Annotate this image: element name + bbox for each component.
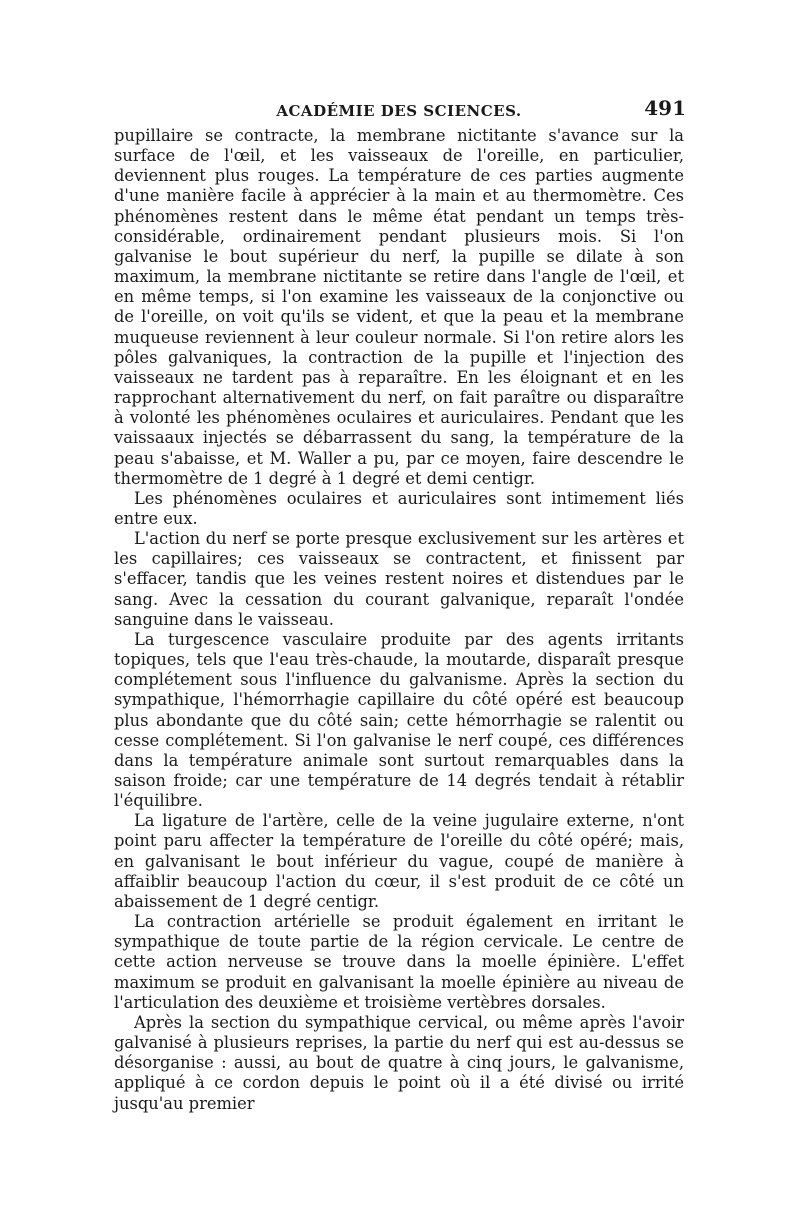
body-text (114, 126, 684, 1114)
running-title: ACADÉMIE DES SCIENCES. (276, 102, 522, 120)
paragraph: La contraction artérielle se produit également en irritant le sympathique de toute partie de la région cervicale. Le centre de cette action nerveuse se trouve dans la moelle épinière. L'effet maximum se produit en galvanisant la moelle épinière au niveau de l'articulation des deuxième et troisième vertèbres dorsales. (114, 912, 684, 1012)
running-header (114, 96, 684, 126)
paragraph: pupillaire se contracte, la membrane nictitante s'avance sur la surface de l'œil, et les vaisseaux de l'oreille, en particulier, deviennent plus rouges. La température de ces parties augmente d'une manière facile à apprécier à la main et au thermomètre. Ces phénomènes restent dans le même état pendant un temps très-considérable, ordinairement pendant plusieurs mois. Si l'on galvanise le bout supérieur du nerf, la pupille se dilate à son maximum, la membrane nictitante se retire dans l'angle de l'œil, et en même temps, si l'on examine les vaisseaux de la conjonctive ou de l'oreille, on voit qu'ils se vident, et que la peau et la membrane muqueuse reviennent à leur couleur normale. Si l'on retire alors les pôles galvaniques, la contraction de la pupille et l'injection des vaisseaux ne tardent pas à reparaître. En les éloignant et en les rapprochant alternativement du nerf, on fait paraître ou disparaître à volonté les phénomènes oculaires et auriculaires. Pendant que les vaissaaux injectés se débarrassent du sang, la température de la peau s'abaisse, et M. Waller a pu, par ce moyen, faire descendre le thermomètre de 1 degré à 1 degré et demi centigr. (114, 126, 684, 488)
paragraph: La ligature de l'artère, celle de la veine jugulaire externe, n'ont point paru affecter la température de l'oreille du côté opéré; mais, en galvanisant le bout inférieur du vague, coupé de manière à affaiblir beaucoup l'action du cœur, il s'est produit de ce côté un abaissement de 1 degré centigr. (114, 811, 684, 911)
paragraph: Après la section du sympathique cervical, ou même après l'avoir galvanisé à plusieurs reprises, la partie du nerf qui est au-dessus se désorganise : aussi, au bout de quatre à cinq jours, le galvanisme, appliqué à ce cordon depuis le point où il a été divisé ou irrité jusqu'au premier (114, 1012, 684, 1113)
page-number: 491 (644, 96, 686, 120)
paragraph: Les phénomènes oculaires et auriculaires sont intimement liés entre eux. (114, 488, 684, 528)
paragraph: L'action du nerf se porte presque exclusivement sur les artères et les capillaires; ces vaisseaux se contractent, et finissent par s'effacer, tandis que les veines restent noires et distendues par le sang. Avec la cessation du courant galvanique, reparaît l'ondée sanguine dans le vaisseau. (114, 529, 684, 629)
document-page (114, 96, 684, 1114)
paragraph: La turgescence vasculaire produite par des agents irritants topiques, tels que l'eau très-chaude, la moutarde, disparaît presque complétement sous l'influence du galvanisme. Après la section du sympathique, l'hémorrhagie capillaire du côté opéré est beaucoup plus abondante que du côté sain; cette hémorrhagie se ralentit ou cesse complétement. Si l'on galvanise le nerf coupé, ces différences dans la température animale sont surtout remarquables dans la saison froide; car une température de 14 degrés tendait à rétablir l'équilibre. (114, 629, 684, 811)
